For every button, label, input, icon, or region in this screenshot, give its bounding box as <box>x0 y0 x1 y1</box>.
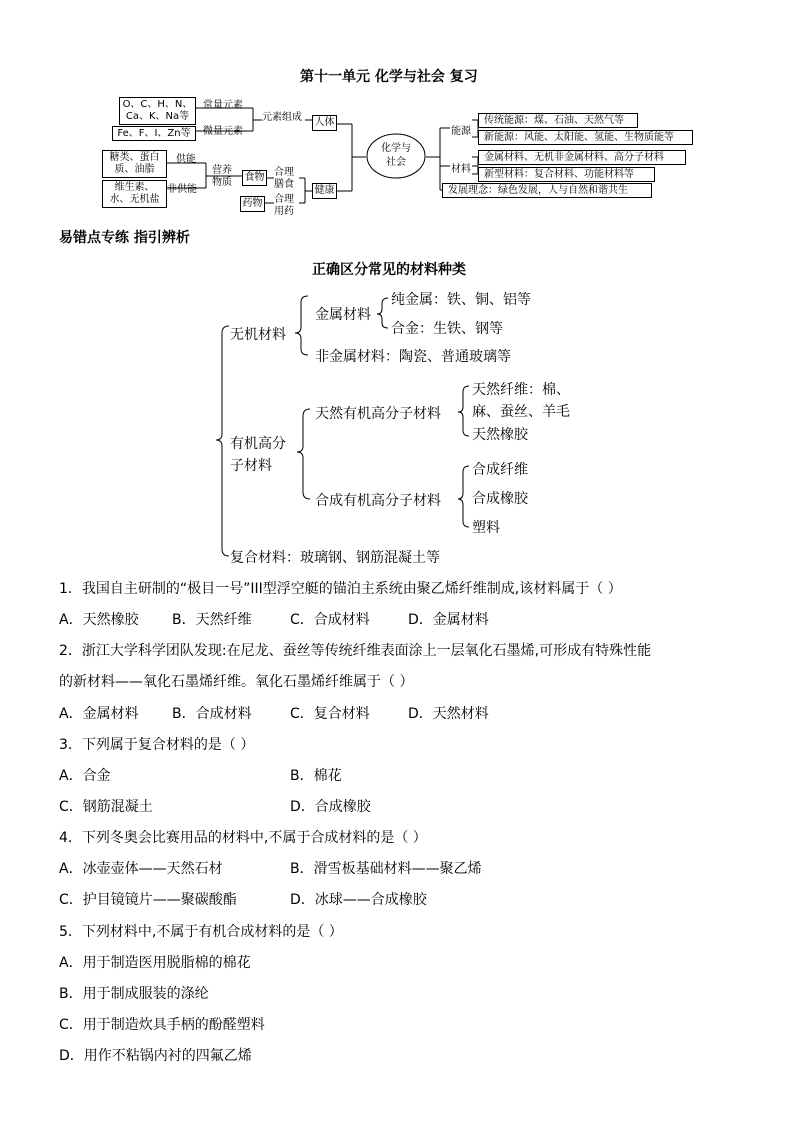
non-energy-nutrients-box: 维生素、 水、无机盐 <box>102 180 167 208</box>
tree-natural-polymer: 天然有机高分子材料 <box>315 406 441 422</box>
supply-energy-label: 供能 <box>176 154 196 165</box>
non-supply-label: 非供能 <box>167 184 197 195</box>
human-body-box: 人体 <box>312 115 337 131</box>
question-5-option-a: A．用于制造医用脱脂棉的棉花 <box>59 955 251 971</box>
reasonable-medication-label: 合理 用药 <box>274 194 294 217</box>
tree-inorganic: 无机材料 <box>230 327 286 343</box>
center-node: 化学与社会 <box>381 143 411 168</box>
development-box: 发展理念：绿色发展，人与自然和谐共生 <box>442 183 652 198</box>
tree-composite: 复合材料：玻璃钢、钢筋混凝土等 <box>230 550 440 566</box>
question-3-option-d: D．合成橡胶 <box>290 799 371 815</box>
nutrients-label: 营养 物质 <box>212 165 232 188</box>
question-5-option-c: C．用于制造炊具手柄的酚醛塑料 <box>59 1017 265 1033</box>
question-4-stem: 4．下列冬奥会比赛用品的材料中,不属于合成材料的是（ ） <box>59 830 427 846</box>
materials-label: 材料 <box>451 164 471 175</box>
subheading: 正确区分常见的材料种类 <box>312 262 466 278</box>
tree-nonmetal: 非金属材料：陶瓷、普通玻璃等 <box>315 349 511 365</box>
question-1-option-c: C．合成材料 <box>290 612 370 628</box>
page-title: 第十一单元 化学与社会 复习 <box>300 69 478 85</box>
question-1-option-a: A．天然橡胶 <box>59 612 139 628</box>
question-3-option-c: C．钢筋混凝土 <box>59 799 153 815</box>
tree-pure-metal: 纯金属：铁、铜、铝等 <box>391 292 531 308</box>
element-composition-label: 元素组成 <box>262 112 302 123</box>
tree-natural-rubber: 天然橡胶 <box>472 427 528 443</box>
question-4-option-c: C．护目镜镜片——聚碳酸酯 <box>59 892 237 908</box>
trace-elements-box: Fe、F、I、Zn等 <box>112 126 196 141</box>
section-heading: 易错点专练 指引辨析 <box>59 230 190 246</box>
question-3-stem: 3．下列属于复合材料的是（ ） <box>59 737 255 753</box>
question-2-option-d: D．天然材料 <box>408 706 489 722</box>
reasonable-diet-label: 合理 膳食 <box>274 167 294 190</box>
main-elements-box: O、C、H、N、 Ca、K、Na等 <box>119 97 196 125</box>
question-3-option-a: A．合金 <box>59 768 111 784</box>
main-elements-label: 常量元素 <box>203 100 243 111</box>
health-box: 健康 <box>312 183 337 199</box>
question-2-option-c: C．复合材料 <box>290 706 370 722</box>
question-1-option-d: D．金属材料 <box>408 612 489 628</box>
question-5-option-b: B．用于制成服装的涤纶 <box>59 986 209 1002</box>
tree-synthetic-rubber: 合成橡胶 <box>472 491 528 507</box>
tree-metal: 金属材料 <box>315 307 371 323</box>
question-5-stem: 5．下列材料中,不属于有机合成材料的是（ ） <box>59 924 343 940</box>
traditional-energy-box: 传统能源：煤、石油、天然气等 <box>478 113 638 128</box>
tree-alloy: 合金：生铁、钢等 <box>391 321 503 337</box>
food-box: 食物 <box>242 170 267 186</box>
materials-kinds-box: 金属材料、无机非金属材料、高分子材料 <box>478 150 686 165</box>
energy-label: 能源 <box>451 126 471 137</box>
new-materials-box: 新型材料：复合材料、功能材料等 <box>478 167 655 182</box>
energy-nutrients-box: 糖类、蛋白 质、油脂 <box>102 150 167 178</box>
medicine-box: 药物 <box>240 196 265 212</box>
question-2-option-b: B．合成材料 <box>172 706 252 722</box>
question-4-option-b: B．滑雪板基础材料——聚乙烯 <box>290 861 482 877</box>
tree-organic: 有机高分 子材料 <box>230 436 286 474</box>
new-energy-box: 新能源：风能、太阳能、氢能、生物质能等 <box>478 130 693 145</box>
question-4-option-a: A．冰壶壶体——天然石材 <box>59 861 223 877</box>
question-4-option-d: D．冰球——合成橡胶 <box>290 892 427 908</box>
tree-synthetic-polymer: 合成有机高分子材料 <box>315 493 441 509</box>
question-5-option-d: D．用作不粘锅内衬的四氟乙烯 <box>59 1048 252 1064</box>
question-3-option-b: B．棉花 <box>290 768 342 784</box>
question-1-stem: 1．我国自主研制的“极目一号”III型浮空艇的锚泊主系统由聚乙烯纤维制成,该材料属于（ ） <box>59 581 622 597</box>
tree-natural-fiber: 天然纤维：棉、 麻、蚕丝、羊毛 <box>472 382 570 420</box>
tree-synthetic-fiber: 合成纤维 <box>472 462 528 478</box>
question-2-option-a: A．金属材料 <box>59 706 139 722</box>
trace-elements-label: 微量元素 <box>203 126 243 137</box>
question-1-option-b: B．天然纤维 <box>172 612 252 628</box>
tree-plastic: 塑料 <box>472 520 500 536</box>
question-2-stem-line1: 2．浙江大学科学团队发现:在尼龙、蚕丝等传统纤维表面涂上一层氧化石墨烯,可形成有特殊性能 <box>59 643 652 659</box>
question-2-stem-line2: 的新材料——氧化石墨烯纤维。氧化石墨烯纤维属于（ ） <box>59 674 414 690</box>
